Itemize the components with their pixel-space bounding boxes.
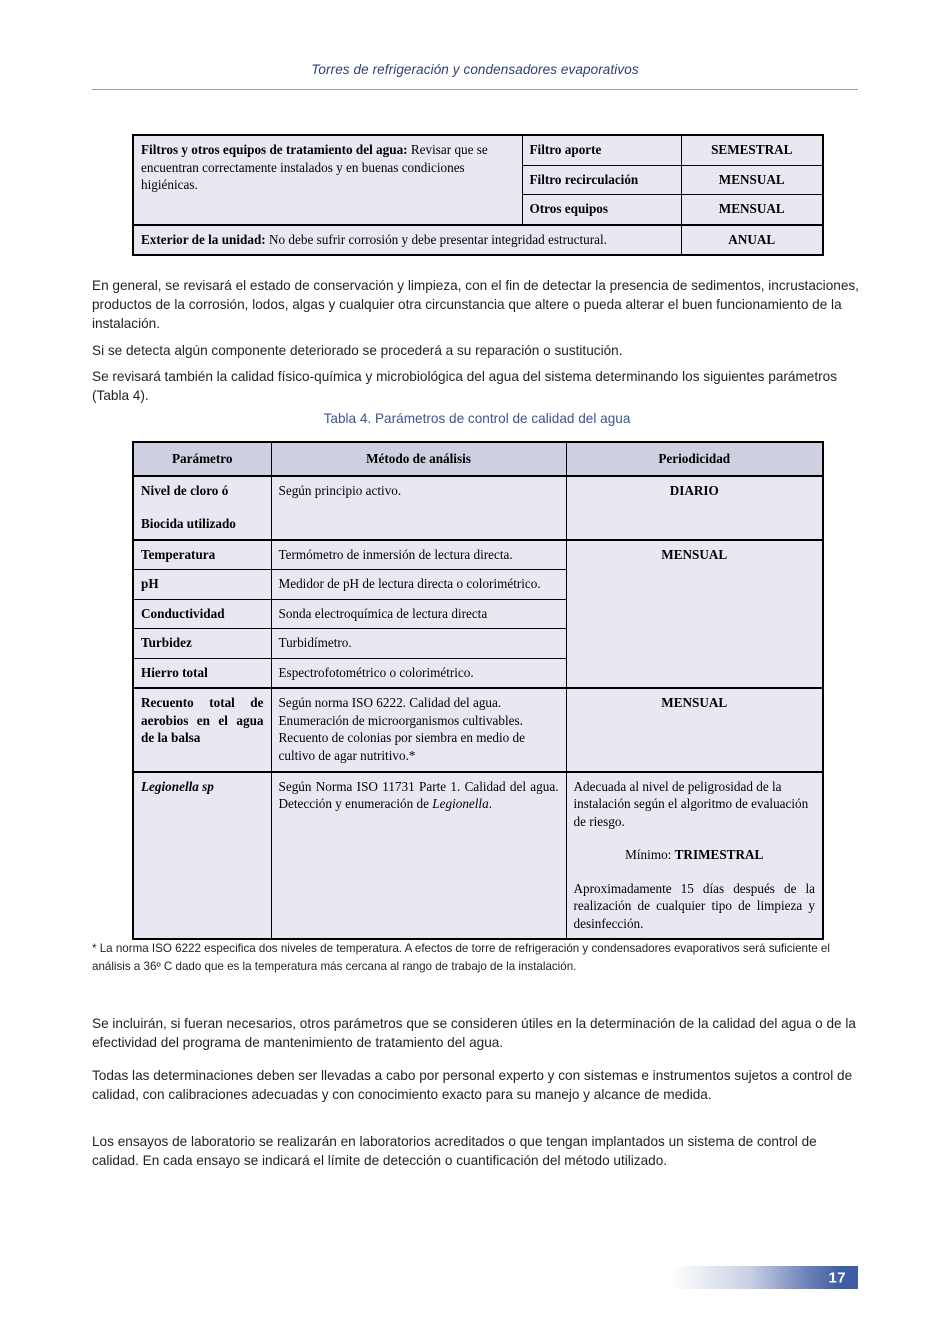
cell-exterior-descripcion [133, 225, 681, 256]
column-header-parametro: Parámetro [133, 442, 271, 476]
exterior-descripcion-bold: Exterior de la unidad: [141, 231, 266, 247]
filtro-recirculacion-label: Filtro recirculación [529, 171, 639, 187]
table-header-row [133, 442, 823, 476]
periodicidad-legionella-adecuada: Adecuada al nivel de peligrosidad de la instalación según el algoritmo de evaluación de riesgo. [573, 778, 809, 829]
filtro-aporte-frecuencia: SEMESTRAL [711, 142, 793, 157]
filtros-descripcion-bold: Filtros y otros equipos de tratamiento del agua: [141, 142, 408, 157]
table-row [133, 476, 823, 540]
paragraph-todas-determinaciones: Todas las determinaciones deben ser llevadas a cabo por personal experto y con sistemas e instrumentos sujetos a control de calidad, con calibraciones adecuadas y con conocimiento exacto para su manejo y alcance de medida. [92, 1067, 853, 1103]
cell-metodo-hierro-total: Espectrofotométrico o colorimétrico. [271, 658, 566, 688]
cell-parametro-legionella [133, 772, 271, 940]
cell-periodicidad-mensual-microbiologico [566, 688, 823, 771]
table-parametros-calidad-agua [132, 441, 824, 940]
metodo-legionella-part1: Según Norma ISO 11731 Parte 1. Calidad del agua. Detección y enumeración de [278, 778, 559, 812]
parametro-turbidez: Turbidez [141, 635, 192, 651]
periodicidad-mensual-microbiologico: MENSUAL [661, 695, 728, 711]
cell-parametro-turbidez [133, 629, 271, 659]
otros-equipos-frecuencia: MENSUAL [718, 201, 785, 217]
cell-periodicidad-legionella [566, 772, 823, 940]
parametro-ph: pH [141, 576, 159, 592]
cell-exterior-frecuencia [681, 225, 823, 256]
parametro-hierro-total: Hierro total [141, 664, 208, 680]
paragraph-calidad: Se revisará también la calidad físico-química y microbiológica del agua del sistema determinando los siguientes parámetros (Tabla 4). [92, 368, 838, 404]
cell-parametro-temperatura [133, 540, 271, 570]
otros-equipos-label: Otros equipos [529, 201, 609, 217]
periodicidad-mensual-fisicoquimica: MENSUAL [661, 546, 728, 562]
cell-otros-equipos-frecuencia [681, 195, 823, 225]
parametro-recuento-aerobios: Recuento total de aerobios en el agua de la balsa [141, 695, 264, 746]
cell-metodo-ph: Medidor de pH de lectura directa o colorimétrico. [271, 570, 566, 600]
table-row [133, 135, 823, 165]
exterior-descripcion-rest: No debe sufrir corrosión y debe presentar integridad estructural. [265, 231, 607, 247]
paragraph-incluiran: Se incluirán, si fueran necesarios, otros parámetros que se consideren útiles en la determinación de la calidad del agua o de la efectividad del programa de mantenimiento de tratamiento del agua. [92, 1015, 856, 1051]
table-row [133, 540, 823, 570]
cell-metodo-recuento-aerobios: Según norma ISO 6222. Calidad del agua. Enumeración de microorganismos cultivables. Recuento de colonias por siembra en medio de cultivo de agar nutritivo.* [271, 688, 566, 771]
table-4-caption: Tabla 4. Parámetros de control de calidad del agua [323, 411, 631, 426]
footnote-iso-6222: * La norma ISO 6222 especifica dos niveles de temperatura. A efectos de torre de refrigeración y condensadores evaporativos será suficiente el análisis a 36º C dado que es la temperatura más cercana al rango de trabajo de la instalación. [92, 941, 830, 974]
cell-metodo-nivel-cloro: Según principio activo. [271, 476, 566, 540]
filtro-recirculacion-frecuencia: MENSUAL [718, 171, 785, 187]
table-equipos-mantenimiento [132, 134, 824, 256]
spacer [141, 499, 264, 515]
filtro-aporte-label: Filtro aporte [529, 142, 602, 157]
running-header-title: Torres de refrigeración y condensadores evaporativos [311, 62, 639, 77]
periodicidad-minimo-value: TRIMESTRAL [674, 847, 764, 863]
parametro-conductividad: Conductividad [141, 605, 225, 621]
periodicidad-legionella-aproximadamente: Aproximadamente 15 días después de la realización de cualquier tipo de limpieza y desinfección. [573, 880, 815, 931]
cell-parametro-hierro-total [133, 658, 271, 688]
cell-filtros-descripcion [133, 135, 522, 225]
periodicidad-diario: DIARIO [669, 482, 719, 498]
parametro-temperatura: Temperatura [141, 546, 216, 562]
filtros-descripcion-rest: Revisar que se encuentran correctamente instalados y en buenas condiciones higiénicas. [141, 142, 488, 193]
page-number: 17 [828, 1269, 846, 1286]
table-row [133, 225, 823, 256]
cell-parametro-ph [133, 570, 271, 600]
cell-filtro-recirculacion-nombre [522, 165, 681, 195]
paragraph-general: En general, se revisará el estado de conservación y limpieza, con el fin de detectar la presencia de sedimentos, incrustaciones, productos de la corrosión, lodos, algas y cualquier otra circunstancia que altere o pueda alterar el buen funcionamiento de la instalación. [92, 277, 859, 332]
cell-filtro-aporte-frecuencia [681, 135, 823, 165]
cell-periodicidad-diario [566, 476, 823, 540]
footer-gradient-bar [650, 1266, 858, 1289]
cell-parametro-conductividad [133, 599, 271, 629]
periodicidad-minimo-label: Mínimo: [625, 847, 675, 863]
paragraph-deterioro: Si se detecta algún componente deteriorado se procederá a su reparación o sustitución. [92, 342, 623, 358]
metodo-legionella-italic: Legionella [432, 796, 489, 812]
paragraph-ensayos-laboratorio: Los ensayos de laboratorio se realizarán en laboratorios acreditados o que tengan implantados un sistema de control de calidad. En cada ensayo se indicará el límite de detección o cuantificación del método utilizado. [92, 1133, 817, 1169]
cell-parametro-nivel-cloro [133, 476, 271, 540]
metodo-legionella-part2: . [488, 796, 492, 812]
parametro-nivel-cloro-line2: Biocida utilizado [141, 516, 236, 532]
cell-metodo-conductividad: Sonda electroquímica de lectura directa [271, 599, 566, 629]
column-header-periodicidad: Periodicidad [566, 442, 823, 476]
cell-metodo-turbidez: Turbidímetro. [271, 629, 566, 659]
cell-otros-equipos-nombre [522, 195, 681, 225]
table-row [133, 688, 823, 771]
cell-metodo-legionella [271, 772, 566, 940]
periodicidad-legionella-minimo [574, 846, 816, 864]
cell-metodo-temperatura: Termómetro de inmersión de lectura directa. [271, 540, 566, 570]
cell-filtro-recirculacion-frecuencia [681, 165, 823, 195]
cell-filtro-aporte-nombre [522, 135, 681, 165]
cell-parametro-recuento-aerobios [133, 688, 271, 771]
parametro-nivel-cloro-line1: Nivel de cloro ó [141, 482, 229, 498]
cell-periodicidad-mensual-fisicoquimica [566, 540, 823, 689]
table-row [133, 772, 823, 940]
parametro-legionella: Legionella sp [141, 778, 214, 794]
column-header-metodo: Método de análisis [271, 442, 566, 476]
header-divider-rule [92, 89, 858, 90]
exterior-frecuencia: ANUAL [728, 231, 776, 247]
